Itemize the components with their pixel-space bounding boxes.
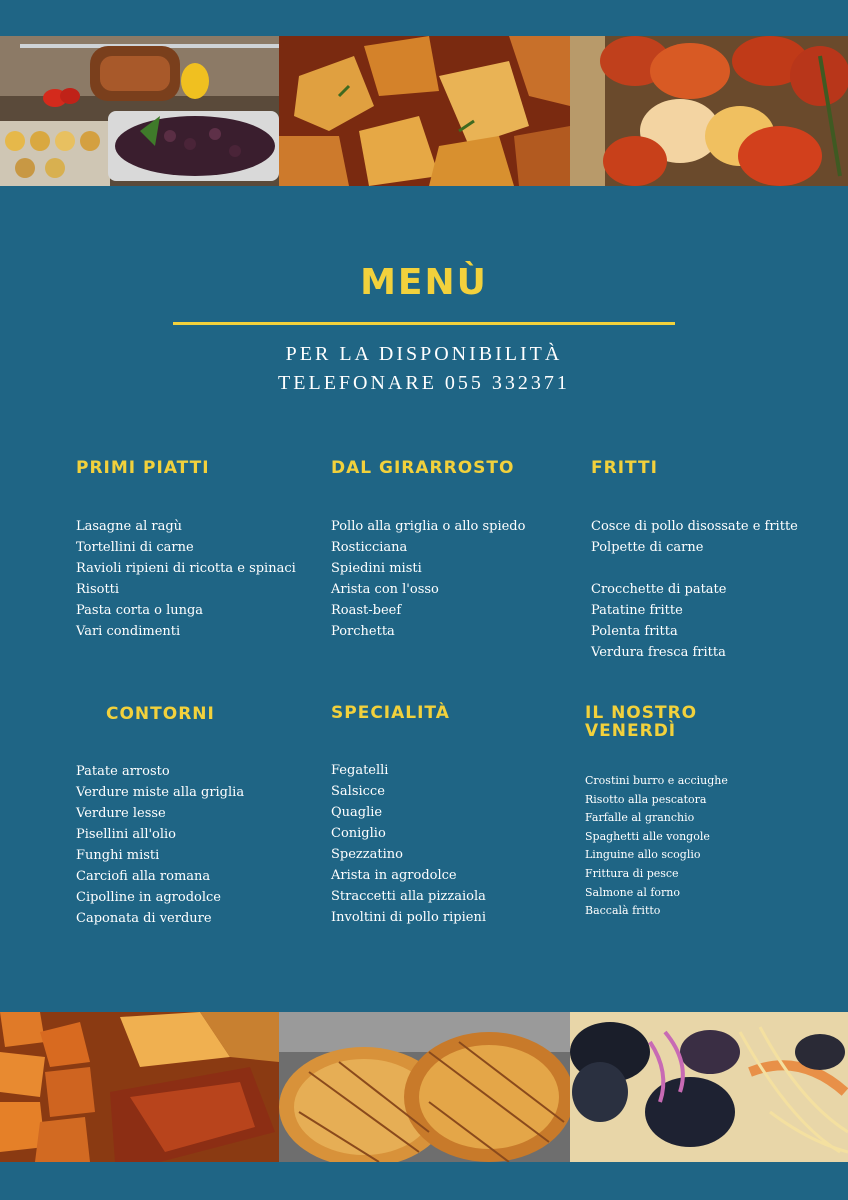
list-item: Farfalle al granchio	[585, 811, 695, 825]
heading-line: VENERDÌ	[585, 721, 677, 741]
list-item: Spezzatino	[331, 847, 403, 862]
list-item: Cipolline in agrodolce	[76, 890, 221, 905]
list-item: Patate arrosto	[76, 764, 170, 779]
list-item: Straccetti alla pizzaiola	[331, 889, 486, 904]
list-item: Crocchette di patate	[591, 582, 727, 597]
roast-potatoes-photo	[279, 36, 570, 186]
list-item: Rosticciana	[331, 540, 408, 555]
page-title: MENÙ	[360, 262, 488, 303]
heading-line: IL NOSTRO	[585, 703, 698, 723]
list-item: Lasagne al ragù	[76, 519, 183, 534]
list-item: Salsicce	[331, 784, 385, 799]
list-item: Spaghetti alle vongole	[585, 829, 710, 843]
list-item: Verdure lesse	[76, 806, 166, 821]
contorni-list	[76, 761, 244, 929]
list-item: Pisellini all'olio	[76, 827, 177, 842]
specialita-list	[331, 760, 486, 928]
list-item: Involtini di pollo ripieni	[331, 910, 486, 925]
section-heading-contorni: CONTORNI	[106, 704, 215, 724]
section-heading-dal-girarrosto: DAL GIRARROSTO	[331, 458, 515, 478]
list-item: Vari condimenti	[76, 624, 181, 639]
dal-girarrosto-list	[331, 516, 525, 642]
section-heading-primi-piatti: PRIMI PIATTI	[76, 458, 210, 478]
phone-note: TELEFONARE 055 332371	[278, 372, 570, 394]
list-item: Risotto alla pescatora	[585, 792, 707, 806]
seafood-linguine-photo	[570, 1012, 848, 1162]
list-item: Spiedini misti	[331, 561, 422, 576]
list-item: Pollo alla griglia o allo spiedo	[331, 519, 526, 534]
list-item: Linguine allo scoglio	[585, 848, 701, 862]
primi-piatti-list	[76, 516, 296, 642]
fritti-list	[591, 516, 798, 663]
il-nostro-venerdi-list	[585, 772, 728, 921]
list-item: Arista in agrodolce	[331, 868, 457, 883]
list-item: Fegatelli	[331, 763, 389, 778]
list-spacer	[591, 558, 798, 579]
list-item: Ravioli ripieni di ricotta e spinaci	[76, 561, 296, 576]
list-item: Quaglie	[331, 805, 383, 820]
top-photo-strip	[0, 36, 848, 186]
list-item: Verdure miste alla griglia	[76, 785, 245, 800]
list-item: Salmone al forno	[585, 885, 680, 899]
list-item: Polpette di carne	[591, 540, 704, 555]
availability-note: PER LA DISPONIBILITÀ	[285, 343, 563, 365]
list-item: Coniglio	[331, 826, 386, 841]
list-item: Funghi misti	[76, 848, 160, 863]
deli-counter-photo	[0, 36, 279, 186]
list-item: Patatine fritte	[591, 603, 683, 618]
list-item: Verdura fresca fritta	[591, 645, 726, 660]
list-item: Carciofi alla romana	[76, 869, 211, 884]
list-item: Porchetta	[331, 624, 395, 639]
list-item: Cosce di pollo disossate e fritte	[591, 519, 798, 534]
bottom-photo-strip	[0, 1012, 848, 1162]
list-item: Pasta corta o lunga	[76, 603, 204, 618]
list-item: Polenta fritta	[591, 624, 678, 639]
section-heading-fritti: FRITTI	[591, 458, 658, 478]
list-item: Baccalà fritto	[585, 904, 661, 918]
grilled-skewers-photo	[570, 36, 848, 186]
list-item: Risotti	[76, 582, 120, 597]
list-item: Crostini burro e acciughe	[585, 774, 728, 787]
roast-meat-potatoes-photo	[0, 1012, 279, 1162]
title-divider	[173, 322, 675, 325]
list-item: Frittura di pesce	[585, 866, 679, 880]
stuffed-roast-photo	[279, 1012, 570, 1162]
section-heading-il-nostro-venerdi	[585, 704, 697, 740]
list-item: Arista con l'osso	[331, 582, 439, 597]
section-heading-specialita: SPECIALITÀ	[331, 703, 450, 723]
list-item: Roast-beef	[331, 603, 402, 618]
list-item: Tortellini di carne	[76, 540, 194, 555]
list-item: Caponata di verdure	[76, 911, 212, 926]
